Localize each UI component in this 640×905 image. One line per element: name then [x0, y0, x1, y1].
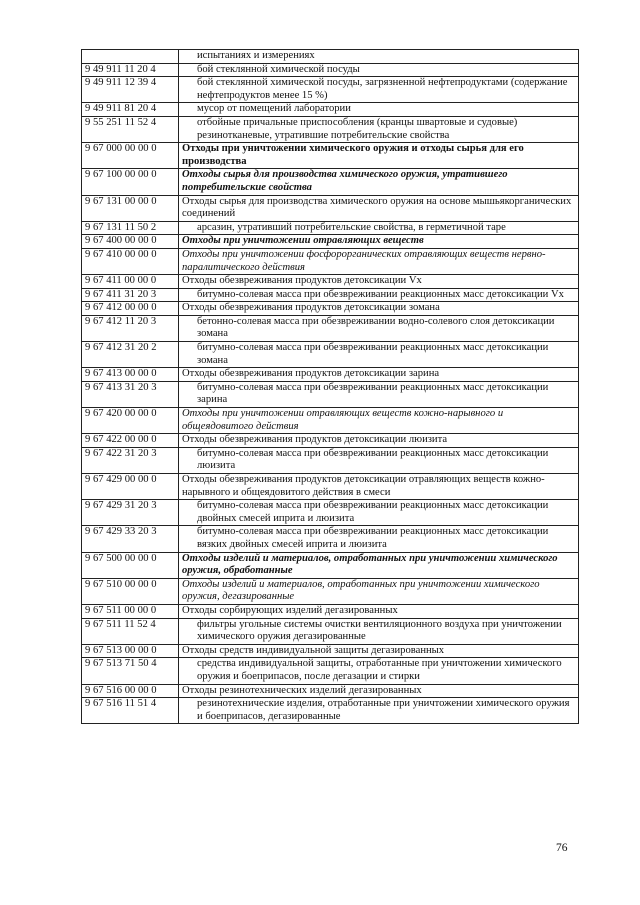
table-row	[82, 288, 579, 302]
waste-name-cell: битумно-солевая масса при обезвреживании реакционных масс детоксикации зомана	[179, 342, 579, 368]
table-row	[82, 658, 579, 684]
waste-code-cell: 9 67 422 00 00 0	[82, 434, 179, 448]
waste-name-cell: бой стеклянной химической посуды	[179, 63, 579, 77]
table-row	[82, 50, 579, 64]
waste-name-cell: мусор от помещений лаборатории	[179, 103, 579, 117]
table-row	[82, 408, 579, 434]
waste-name-cell: битумно-солевая масса при обезвреживании реакционных масс детоксикации двойных смесей иприта и люизита	[179, 500, 579, 526]
waste-classification-table	[81, 49, 579, 724]
table-row	[82, 604, 579, 618]
waste-code-cell: 9 67 500 00 00 0	[82, 552, 179, 578]
waste-name-cell: Отходы обезвреживания продуктов детоксикации люизита	[179, 434, 579, 448]
waste-name-cell: Отходы сорбирующих изделий дегазированных	[179, 604, 579, 618]
waste-code-cell: 9 67 411 00 00 0	[82, 275, 179, 289]
waste-code-cell: 9 67 413 31 20 3	[82, 381, 179, 407]
table-row	[82, 684, 579, 698]
waste-code-cell: 9 67 100 00 00 0	[82, 169, 179, 195]
table-row	[82, 434, 579, 448]
waste-name-cell: Отходы обезвреживания продуктов детоксикации зарина	[179, 368, 579, 382]
waste-code-cell: 9 67 429 31 20 3	[82, 500, 179, 526]
waste-name-cell: Отходы при уничтожении отравляющих веществ	[179, 235, 579, 249]
waste-code-cell: 9 67 516 00 00 0	[82, 684, 179, 698]
waste-name-cell: бетонно-солевая масса при обезвреживании водно-солевого слоя детоксикации зомана	[179, 315, 579, 341]
table-row	[82, 381, 579, 407]
table-row	[82, 275, 579, 289]
table-row	[82, 578, 579, 604]
waste-name-cell: Отходы обезвреживания продуктов детоксикации Vx	[179, 275, 579, 289]
table-row	[82, 63, 579, 77]
waste-name-cell: Отходы изделий и материалов, отработанных при уничтожении химического оружия, обработанные	[179, 552, 579, 578]
waste-code-cell: 9 67 429 00 00 0	[82, 474, 179, 500]
waste-name-cell: резинотехнические изделия, отработанные при уничтожении химического оружия и боеприпасов, дегазированные	[179, 698, 579, 724]
waste-code-cell: 9 67 413 00 00 0	[82, 368, 179, 382]
waste-code-cell: 9 67 510 00 00 0	[82, 578, 179, 604]
waste-name-cell: Отходы при уничтожении химического оружия и отходы сырья для его производства	[179, 143, 579, 169]
table-row	[82, 368, 579, 382]
waste-name-cell: Отходы сырья для производства химического оружия, утратившего потребительские свойства	[179, 169, 579, 195]
waste-code-cell: 9 67 420 00 00 0	[82, 408, 179, 434]
table-row	[82, 500, 579, 526]
waste-name-cell: Отходы изделий и материалов, отработанных при уничтожении химического оружия, дегазированные	[179, 578, 579, 604]
waste-code-cell: 9 67 516 11 51 4	[82, 698, 179, 724]
waste-code-cell: 9 49 911 81 20 4	[82, 103, 179, 117]
table-row	[82, 447, 579, 473]
waste-name-cell: фильтры угольные системы очистки вентиляционного воздуха при уничтожении химического оружия дегазированные	[179, 618, 579, 644]
waste-name-cell: бой стеклянной химической посуды, загрязненной нефтепродуктами (содержание нефтепродуктов менее 15 %)	[179, 77, 579, 103]
table-row	[82, 143, 579, 169]
waste-name-cell: битумно-солевая масса при обезвреживании реакционных масс детоксикации люизита	[179, 447, 579, 473]
table-row	[82, 474, 579, 500]
table-row	[82, 77, 579, 103]
waste-code-cell: 9 67 411 31 20 3	[82, 288, 179, 302]
waste-code-cell: 9 67 412 11 20 3	[82, 315, 179, 341]
table-row	[82, 116, 579, 142]
waste-name-cell: Отходы обезвреживания продуктов детоксикации отравляющих веществ кожно-нарывного и общеядовитого действия в смеси	[179, 474, 579, 500]
waste-code-cell: 9 67 422 31 20 3	[82, 447, 179, 473]
waste-code-cell	[82, 50, 179, 64]
table-row	[82, 526, 579, 552]
waste-name-cell: Отходы обезвреживания продуктов детоксикации зомана	[179, 302, 579, 316]
table-row	[82, 342, 579, 368]
waste-name-cell: Отходы средств индивидуальной защиты дегазированных	[179, 644, 579, 658]
page-number: 76	[556, 842, 568, 854]
waste-code-cell: 9 67 131 00 00 0	[82, 195, 179, 221]
table-row	[82, 315, 579, 341]
waste-code-cell: 9 67 429 33 20 3	[82, 526, 179, 552]
waste-name-cell: арсазин, утративший потребительские свойства, в герметичной таре	[179, 221, 579, 235]
waste-code-cell: 9 67 400 00 00 0	[82, 235, 179, 249]
table-row	[82, 195, 579, 221]
table-row	[82, 221, 579, 235]
table-row	[82, 302, 579, 316]
table-row	[82, 248, 579, 274]
waste-name-cell: битумно-солевая масса при обезвреживании реакционных масс детоксикации вязких двойных смесей иприта и люизита	[179, 526, 579, 552]
table-row	[82, 103, 579, 117]
waste-name-cell: Отходы сырья для производства химического оружия на основе мышьякорганических соединений	[179, 195, 579, 221]
waste-code-cell: 9 67 511 00 00 0	[82, 604, 179, 618]
waste-code-cell: 9 67 511 11 52 4	[82, 618, 179, 644]
table-row	[82, 235, 579, 249]
table-body	[82, 50, 579, 724]
waste-code-cell: 9 67 412 00 00 0	[82, 302, 179, 316]
waste-name-cell: Отходы резинотехнических изделий дегазированных	[179, 684, 579, 698]
waste-name-cell: битумно-солевая масса при обезвреживании реакционных масс детоксикации зарина	[179, 381, 579, 407]
waste-code-cell: 9 55 251 11 52 4	[82, 116, 179, 142]
waste-name-cell: испытаниях и измерениях	[179, 50, 579, 64]
waste-name-cell: битумно-солевая масса при обезвреживании реакционных масс детоксикации Vx	[179, 288, 579, 302]
waste-code-cell: 9 67 000 00 00 0	[82, 143, 179, 169]
waste-code-cell: 9 67 513 00 00 0	[82, 644, 179, 658]
waste-code-cell: 9 67 131 11 50 2	[82, 221, 179, 235]
waste-name-cell: отбойные причальные приспособления (кранцы швартовые и судовые) резинотканевые, утратившие потребительские свойства	[179, 116, 579, 142]
waste-code-cell: 9 49 911 12 39 4	[82, 77, 179, 103]
waste-code-cell: 9 67 412 31 20 2	[82, 342, 179, 368]
table-row	[82, 169, 579, 195]
waste-name-cell: средства индивидуальной защиты, отработанные при уничтожении химического оружия и боеприпасов, после дегазации и стирки	[179, 658, 579, 684]
table-row	[82, 644, 579, 658]
waste-code-cell: 9 67 410 00 00 0	[82, 248, 179, 274]
table-row	[82, 618, 579, 644]
waste-code-cell: 9 49 911 11 20 4	[82, 63, 179, 77]
waste-name-cell: Отходы при уничтожении фосфорорганических отравляющих веществ нервно-паралитического действия	[179, 248, 579, 274]
waste-code-cell: 9 67 513 71 50 4	[82, 658, 179, 684]
waste-name-cell: Отходы при уничтожении отравляющих веществ кожно-нарывного и общеядовитого действия	[179, 408, 579, 434]
table-row	[82, 552, 579, 578]
table-row	[82, 698, 579, 724]
